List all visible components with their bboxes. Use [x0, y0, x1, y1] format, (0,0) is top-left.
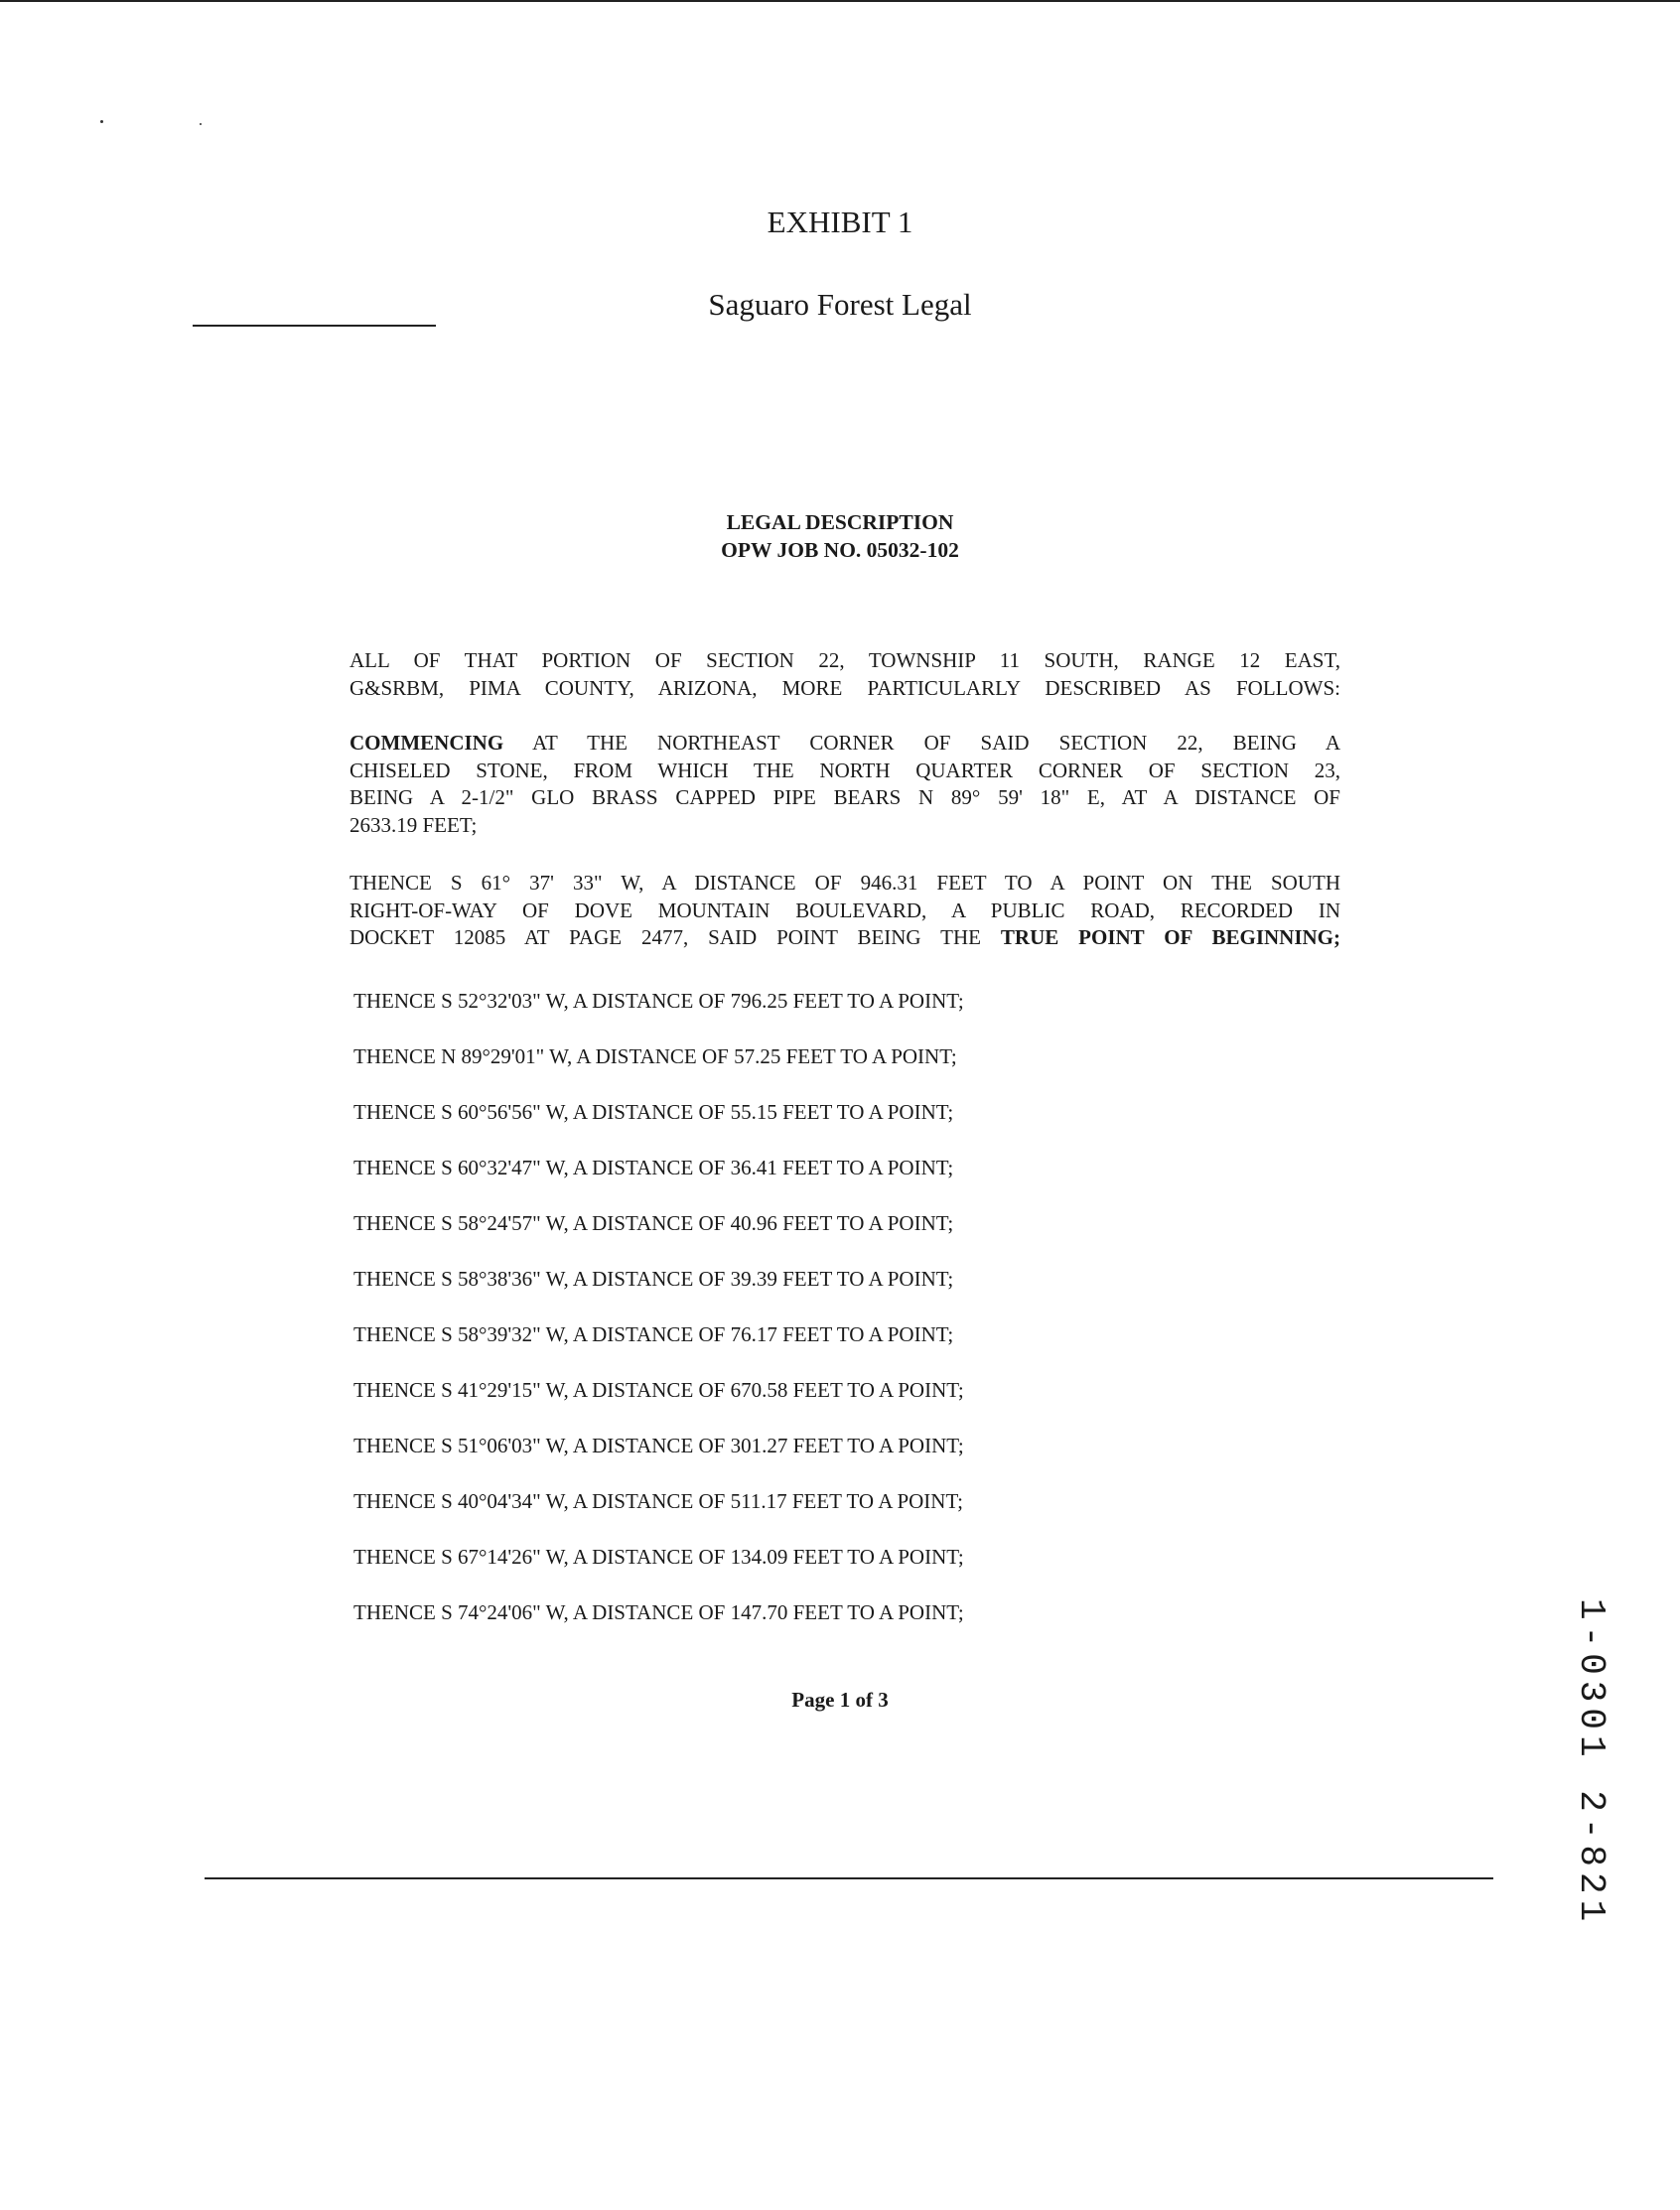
course-line: THENCE S 40°04'34" W, A DISTANCE OF 511.17 FEET TO A POINT;	[353, 1489, 963, 1513]
course-line: THENCE N 89°29'01" W, A DISTANCE OF 57.25 FEET TO A POINT;	[353, 1044, 957, 1068]
course-line: THENCE S 41°29'15" W, A DISTANCE OF 670.58 FEET TO A POINT;	[353, 1378, 964, 1402]
course-line: THENCE S 60°32'47" W, A DISTANCE OF 36.41 FEET TO A POINT;	[353, 1156, 954, 1179]
paragraph-text: DOCKET 12085 AT PAGE 2477, SAID POINT BEING THE	[350, 925, 981, 949]
paragraph-line: BEING A 2-1/2" GLO BRASS CAPPED PIPE BEARS N 89° 59' 18" E, AT A DISTANCE OF	[350, 785, 1340, 809]
recording-stamp: 1-0301 2-821	[1571, 1598, 1611, 1928]
commencing-keyword: COMMENCING	[350, 731, 504, 755]
paragraph-line: 2633.19 FEET;	[350, 812, 478, 837]
paragraph-line: G&SRBM, PIMA COUNTY, ARIZONA, MORE PARTICULARLY DESCRIBED AS FOLLOWS:	[350, 675, 1340, 700]
course-line: THENCE S 58°24'57" W, A DISTANCE OF 40.96 FEET TO A POINT;	[353, 1211, 954, 1235]
paragraph-line: THENCE S 61° 37' 33" W, A DISTANCE OF 946.31 FEET TO A POINT ON THE SOUTH	[350, 871, 1340, 895]
paragraph-line: RIGHT-OF-WAY OF DOVE MOUNTAIN BOULEVARD, A PUBLIC ROAD, RECORDED IN	[350, 898, 1340, 922]
course-line: THENCE S 52°32'03" W, A DISTANCE OF 796.25 FEET TO A POINT;	[353, 989, 964, 1013]
intro-paragraph	[350, 647, 1340, 702]
course-line: THENCE S 58°39'32" W, A DISTANCE OF 76.17 FEET TO A POINT;	[353, 1322, 954, 1346]
paragraph-line	[350, 924, 1340, 952]
scan-speck	[200, 123, 202, 125]
course-line: THENCE S 67°14'26" W, A DISTANCE OF 134.09 FEET TO A POINT;	[353, 1545, 964, 1569]
true-point-of-beginning: TRUE POINT OF BEGINNING;	[1000, 925, 1341, 949]
thence-beginning-paragraph	[350, 870, 1340, 952]
legal-description-heading: LEGAL DESCRIPTION	[726, 510, 954, 534]
paragraph-line: ALL OF THAT PORTION OF SECTION 22, TOWNSHIP 11 SOUTH, RANGE 12 EAST,	[350, 648, 1340, 672]
scan-speck	[100, 120, 103, 123]
commencing-paragraph	[350, 730, 1340, 839]
exhibit-subtitle: Saguaro Forest Legal	[708, 287, 972, 322]
job-number-heading: OPW JOB NO. 05032-102	[721, 538, 959, 562]
page-top-border	[0, 0, 1680, 2]
exhibit-title: EXHIBIT 1	[767, 205, 913, 239]
course-line: THENCE S 51°06'03" W, A DISTANCE OF 301.27 FEET TO A POINT;	[353, 1434, 964, 1457]
page-number: Page 1 of 3	[791, 1688, 889, 1712]
paragraph-line: CHISELED STONE, FROM WHICH THE NORTH QUARTER CORNER OF SECTION 23,	[350, 758, 1340, 782]
footer-rule	[205, 1877, 1493, 1879]
course-line: THENCE S 74°24'06" W, A DISTANCE OF 147.70 FEET TO A POINT;	[353, 1600, 964, 1624]
course-line: THENCE S 58°38'36" W, A DISTANCE OF 39.39 FEET TO A POINT;	[353, 1267, 954, 1291]
signature-line	[193, 325, 436, 327]
paragraph-line	[350, 730, 1340, 758]
paragraph-text: AT THE NORTHEAST CORNER OF SAID SECTION 22, BEING A	[532, 731, 1341, 755]
course-line: THENCE S 60°56'56" W, A DISTANCE OF 55.15 FEET TO A POINT;	[353, 1100, 954, 1124]
